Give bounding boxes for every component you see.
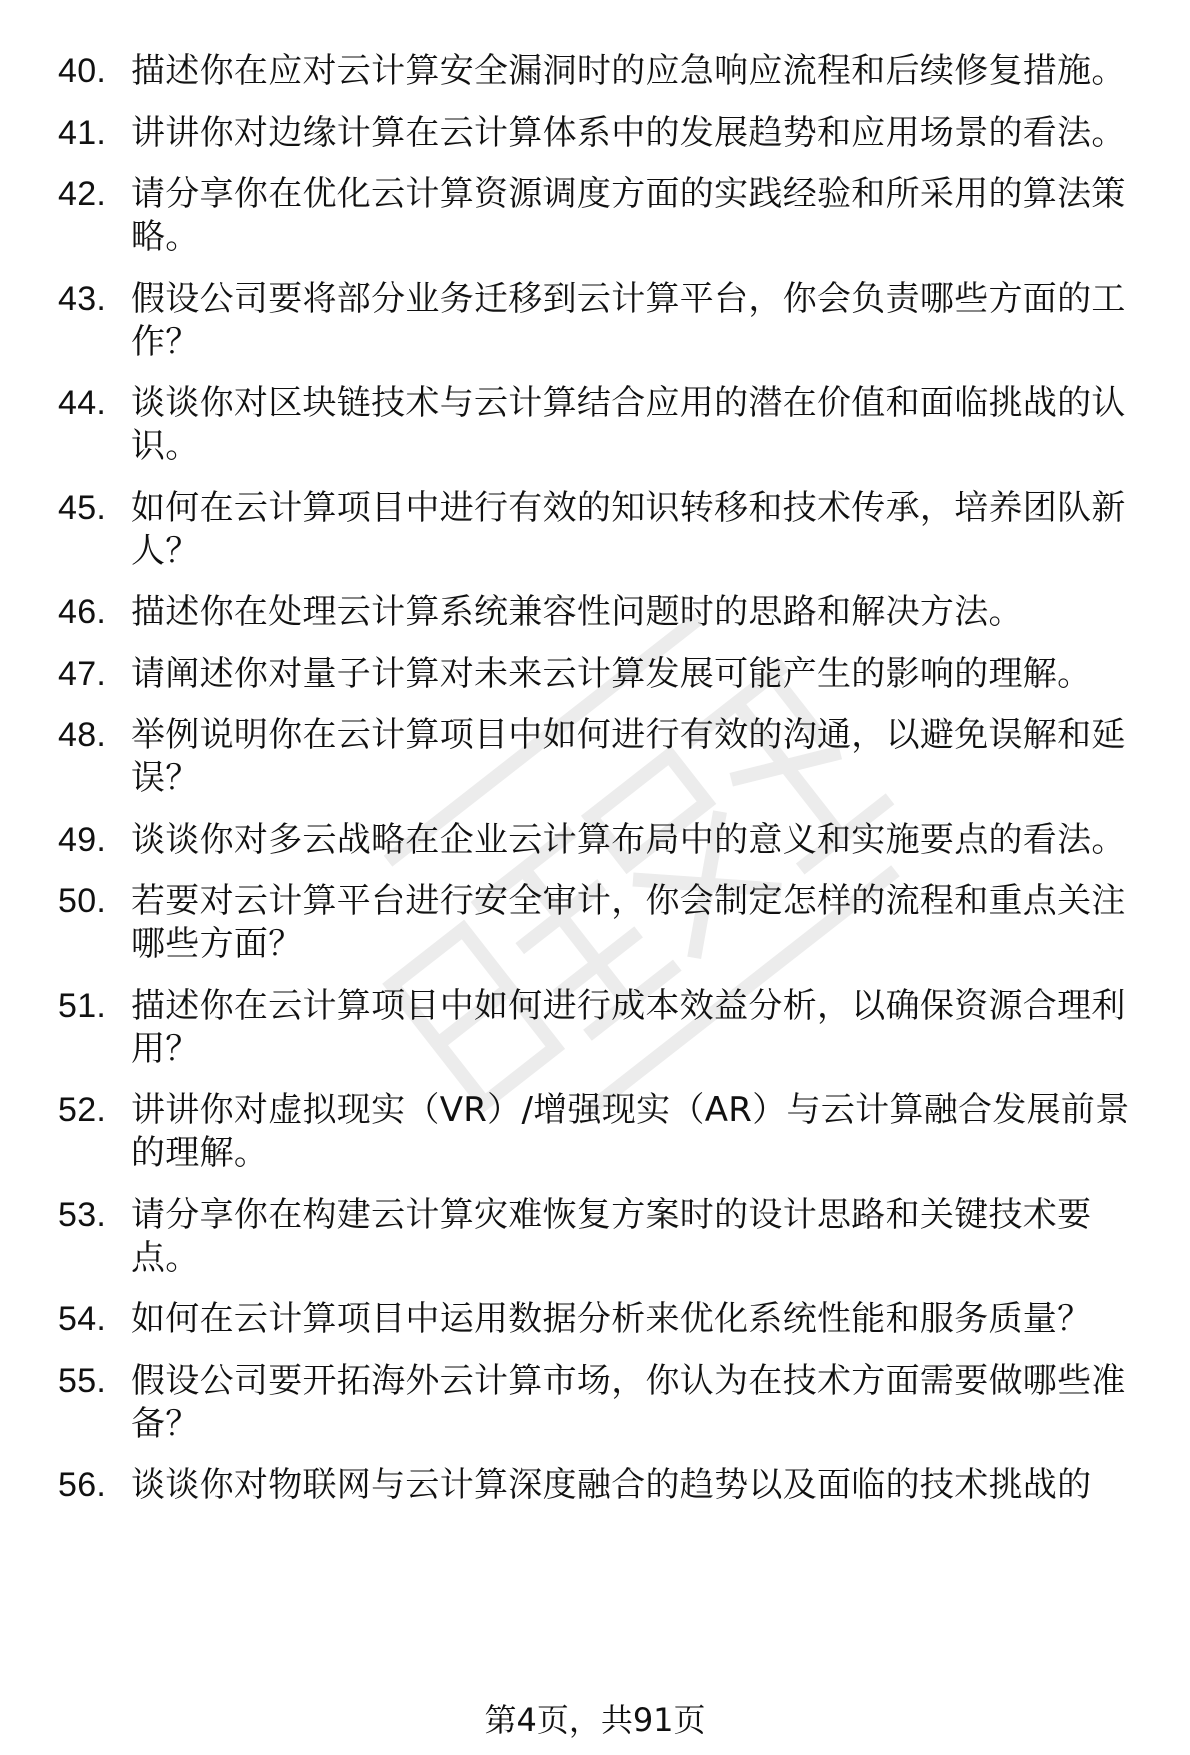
list-item — [0, 1298, 1190, 1341]
question-number: 54. — [58, 1300, 107, 1338]
question-number: 51. — [58, 986, 107, 1025]
list-item — [0, 591, 1190, 634]
question-text: 讲讲你对虚拟现实（VR）/增强现实（AR）与云计算融合发展前景的理解。 — [131, 1090, 1130, 1173]
question-number: 49. — [58, 820, 107, 859]
list-item — [0, 819, 1190, 862]
question-text: 描述你在云计算项目中如何进行成本效益分析，以确保资源合理利用？ — [131, 985, 1126, 1069]
question-number: 55. — [58, 1361, 107, 1400]
question-number: 40. — [58, 52, 107, 90]
question-number: 43. — [58, 279, 107, 318]
list-item — [0, 1464, 1190, 1507]
question-text: 谈谈你对多云战略在企业云计算布局中的意义和实施要点的看法。 — [131, 819, 1126, 860]
question-number: 47. — [58, 654, 107, 693]
question-text: 请阐述你对量子计算对未来云计算发展可能产生的影响的理解。 — [131, 653, 1092, 694]
list-item — [0, 487, 1190, 573]
question-number: 42. — [58, 175, 107, 213]
list-item — [0, 50, 1190, 93]
question-number: 52. — [58, 1091, 107, 1129]
list-item — [0, 1089, 1190, 1175]
list-item — [0, 985, 1190, 1071]
question-text: 如何在云计算项目中进行有效的知识转移和技术传承，培养团队新人？ — [131, 487, 1126, 571]
question-number: 44. — [58, 384, 107, 422]
question-text: 描述你在应对云计算安全漏洞时的应急响应流程和后续修复措施。 — [131, 51, 1126, 91]
list-item — [0, 880, 1190, 966]
question-text: 描述你在处理云计算系统兼容性问题时的思路和解决方法。 — [131, 592, 1023, 632]
question-number: 50. — [58, 882, 107, 920]
question-list — [0, 50, 1190, 1526]
list-item — [0, 112, 1190, 155]
question-text: 谈谈你对区块链技术与云计算结合应用的潜在价值和面临挑战的认识。 — [131, 383, 1126, 466]
list-item — [0, 1194, 1190, 1280]
question-number: 41. — [58, 113, 107, 152]
question-text: 谈谈你对物联网与云计算深度融合的趋势以及面临的技术挑战的 — [131, 1465, 1092, 1505]
question-text: 请分享你在优化云计算资源调度方面的实践经验和所采用的算法策略。 — [131, 174, 1126, 257]
question-text: 若要对云计算平台进行安全审计，你会制定怎样的流程和重点关注哪些方面？ — [131, 881, 1126, 964]
list-item — [0, 173, 1190, 259]
question-number: 45. — [58, 488, 107, 527]
list-item — [0, 714, 1190, 800]
question-text: 假设公司要将部分业务迁移到云计算平台，你会负责哪些方面的工作？ — [131, 278, 1126, 362]
page-number-footer: 第4页，共91页 — [484, 1701, 706, 1739]
question-number: 53. — [58, 1195, 107, 1234]
list-item — [0, 1360, 1190, 1446]
question-text: 假设公司要开拓海外云计算市场，你认为在技术方面需要做哪些准备？ — [131, 1360, 1126, 1444]
list-item — [0, 278, 1190, 364]
question-text: 请分享你在构建云计算灾难恢复方案时的设计思路和关键技术要点。 — [131, 1194, 1092, 1278]
question-text: 如何在云计算项目中运用数据分析来优化系统性能和服务质量？ — [131, 1299, 1092, 1339]
list-item — [0, 382, 1190, 468]
question-text: 讲讲你对边缘计算在云计算体系中的发展趋势和应用场景的看法。 — [131, 112, 1126, 153]
question-number: 56. — [58, 1466, 107, 1504]
question-text: 举例说明你在云计算项目中如何进行有效的沟通，以避免误解和延误？ — [131, 715, 1126, 798]
list-item — [0, 653, 1190, 696]
question-number: 48. — [58, 716, 107, 754]
question-number: 46. — [58, 593, 107, 631]
